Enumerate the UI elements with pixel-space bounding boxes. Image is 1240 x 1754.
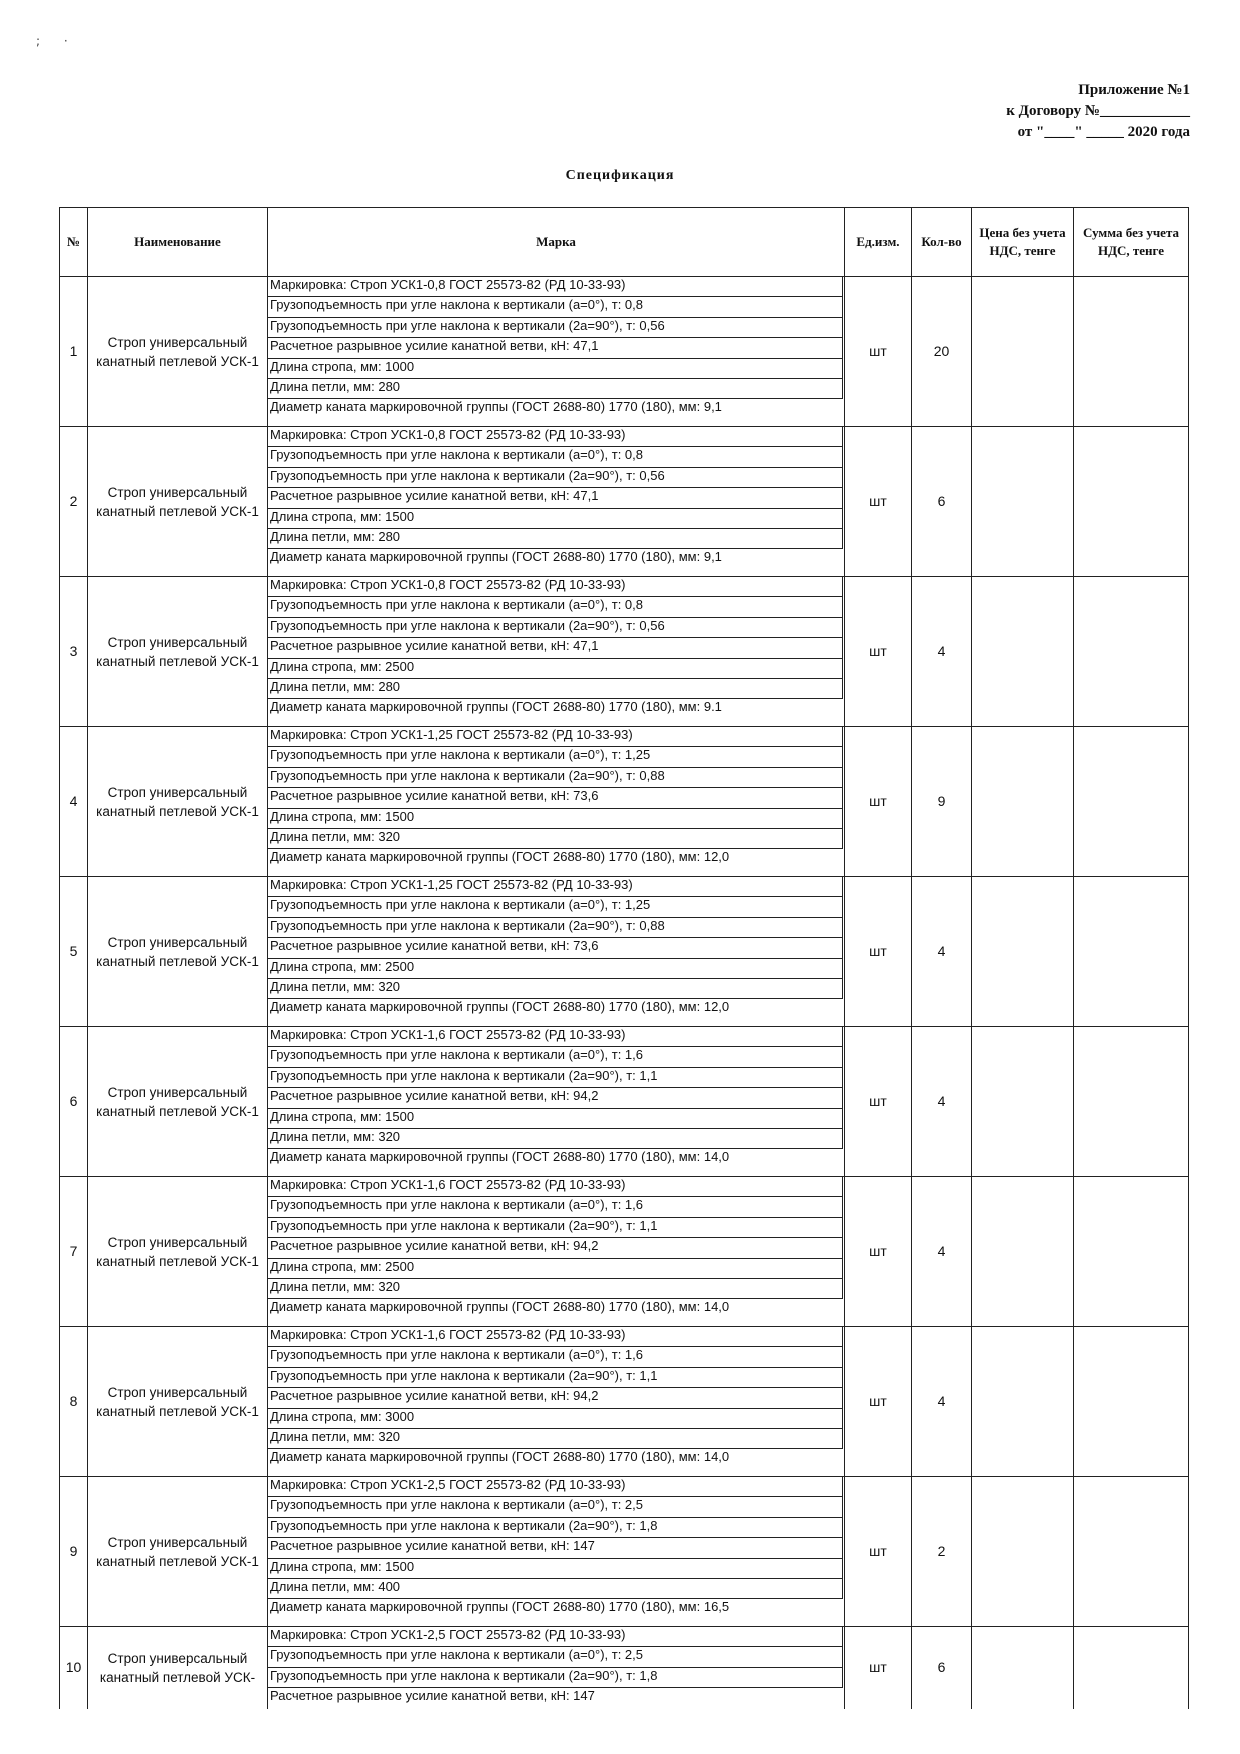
row-number: 4: [60, 727, 88, 877]
mark-line: Расчетное разрывное усилие канатной ветви, кН: 47,1: [268, 488, 843, 508]
item-quantity: 6: [912, 427, 972, 577]
item-quantity: 9: [912, 727, 972, 877]
item-mark-cell: [268, 277, 845, 427]
table-row: [60, 1177, 1189, 1327]
mark-line: Маркировка: Строп УСК1-2,5 ГОСТ 25573-82 (РД 10-33-93): [268, 1477, 843, 1497]
table-header-row: [60, 208, 1189, 277]
item-sum: [1074, 877, 1189, 1027]
mark-line: Длина стропа, мм: 1500: [268, 809, 843, 829]
mark-line: Грузоподъемность при угле наклона к вертикали (a=0°), т: 2,5: [268, 1647, 843, 1667]
item-name: Строп универсальный канатный петлевой УСК-1: [88, 877, 268, 1027]
table-row: [60, 1027, 1189, 1177]
item-name: Строп универсальный канатный петлевой УСК-1: [88, 427, 268, 577]
item-name: Строп универсальный канатный петлевой УСК-1: [88, 1177, 268, 1327]
mark-line: Грузоподъемность при угле наклона к вертикали (2a=90°), т: 0,56: [268, 318, 843, 338]
row-number: 3: [60, 577, 88, 727]
mark-line: Маркировка: Строп УСК1-0,8 ГОСТ 25573-82 (РД 10-33-93): [268, 277, 843, 297]
specification-table: [59, 207, 1189, 1709]
item-mark-cell: [268, 1177, 845, 1327]
mark-line: Расчетное разрывное усилие канатной ветви, кН: 94,2: [268, 1238, 843, 1258]
column-header-price: Цена без учета НДС, тенге: [972, 208, 1074, 277]
table-row: [60, 1477, 1189, 1627]
item-unit: шт: [845, 277, 912, 427]
mark-line: Диаметр каната маркировочной группы (ГОСТ 2688-80) 1770 (180), мм: 14,0: [270, 1299, 730, 1315]
mark-line: Грузоподъемность при угле наклона к вертикали (2a=90°), т: 1,1: [268, 1218, 843, 1238]
mark-line: Длина стропа, мм: 2500: [268, 1259, 843, 1279]
mark-line: Грузоподъемность при угле наклона к вертикали (a=0°), т: 1,6: [268, 1047, 843, 1067]
item-quantity: 6: [912, 1627, 972, 1709]
item-sum: [1074, 1327, 1189, 1477]
item-price: [972, 1627, 1074, 1709]
mark-line: Длина петли, мм: 280: [268, 679, 843, 699]
column-header-number: №: [60, 208, 88, 277]
item-name: Строп универсальный канатный петлевой УСК-1: [88, 577, 268, 727]
column-header-unit: Ед.изм.: [845, 208, 912, 277]
item-quantity: 4: [912, 1177, 972, 1327]
column-header-quantity: Кол-во: [912, 208, 972, 277]
table-row: [60, 277, 1189, 427]
item-mark-cell: [268, 1627, 845, 1709]
appendix-label: Приложение №1: [1078, 82, 1190, 98]
mark-line: Длина стропа, мм: 1500: [268, 509, 843, 529]
mark-line: Грузоподъемность при угле наклона к вертикали (a=0°), т: 1,6: [268, 1347, 843, 1367]
row-number: 6: [60, 1027, 88, 1177]
mark-line: Длина стропа, мм: 1500: [268, 1559, 843, 1579]
mark-line: Грузоподъемность при угле наклона к вертикали (2a=90°), т: 1,8: [268, 1518, 843, 1538]
mark-line: Диаметр каната маркировочной группы (ГОСТ 2688-80) 1770 (180), мм: 14,0: [270, 1149, 730, 1165]
mark-line: Длина петли, мм: 320: [268, 829, 843, 849]
row-number: 7: [60, 1177, 88, 1327]
mark-line: Маркировка: Строп УСК1-0,8 ГОСТ 25573-82 (РД 10-33-93): [268, 577, 843, 597]
item-name: Строп универсальный канатный петлевой УСК-: [88, 1627, 268, 1709]
item-sum: [1074, 1177, 1189, 1327]
mark-line: Грузоподъемность при угле наклона к вертикали (a=0°), т: 0,8: [268, 447, 843, 467]
item-mark-cell: [268, 1477, 845, 1627]
mark-line: Грузоподъемность при угле наклона к вертикали (a=0°), т: 0,8: [268, 597, 843, 617]
item-unit: шт: [845, 577, 912, 727]
mark-line: Грузоподъемность при угле наклона к вертикали (2a=90°), т: 0,88: [268, 768, 843, 788]
table-row: [60, 427, 1189, 577]
item-sum: [1074, 427, 1189, 577]
scan-marks: ; ·: [36, 34, 78, 48]
mark-line: Расчетное разрывное усилие канатной ветви, кН: 147: [270, 1688, 595, 1704]
mark-line: Грузоподъемность при угле наклона к вертикали (2a=90°), т: 1,1: [268, 1368, 843, 1388]
item-quantity: 20: [912, 277, 972, 427]
item-quantity: 4: [912, 877, 972, 1027]
item-mark-cell: [268, 1327, 845, 1477]
item-quantity: 4: [912, 577, 972, 727]
row-number: 8: [60, 1327, 88, 1477]
mark-line: Грузоподъемность при угле наклона к вертикали (2a=90°), т: 1,8: [268, 1668, 843, 1688]
item-name: Строп универсальный канатный петлевой УСК-1: [88, 727, 268, 877]
item-mark-cell: [268, 727, 845, 877]
mark-line: Длина стропа, мм: 3000: [268, 1409, 843, 1429]
mark-line: Расчетное разрывное усилие канатной ветви, кН: 94,2: [268, 1088, 843, 1108]
item-sum: [1074, 1477, 1189, 1627]
item-mark-cell: [268, 427, 845, 577]
mark-line: Диаметр каната маркировочной группы (ГОСТ 2688-80) 1770 (180), мм: 12,0: [270, 849, 730, 865]
mark-line: Грузоподъемность при угле наклона к вертикали (a=0°), т: 1,25: [268, 747, 843, 767]
mark-line: Длина стропа, мм: 1000: [268, 359, 843, 379]
mark-line: Длина стропа, мм: 2500: [268, 659, 843, 679]
item-mark-cell: [268, 1027, 845, 1177]
table-row: [60, 1327, 1189, 1477]
item-price: [972, 1177, 1074, 1327]
mark-line: Маркировка: Строп УСК1-1,6 ГОСТ 25573-82 (РД 10-33-93): [268, 1027, 843, 1047]
mark-line: Диаметр каната маркировочной группы (ГОСТ 2688-80) 1770 (180), мм: 14,0: [270, 1449, 730, 1465]
item-unit: шт: [845, 1477, 912, 1627]
contract-reference: к Договору №____________: [1006, 103, 1190, 119]
row-number: 9: [60, 1477, 88, 1627]
item-unit: шт: [845, 1627, 912, 1709]
mark-line: Маркировка: Строп УСК1-1,25 ГОСТ 25573-82 (РД 10-33-93): [268, 877, 843, 897]
item-unit: шт: [845, 1327, 912, 1477]
item-mark-cell: [268, 577, 845, 727]
mark-line: Расчетное разрывное усилие канатной ветви, кН: 94,2: [268, 1388, 843, 1408]
row-number: 10: [60, 1627, 88, 1709]
mark-line: Длина стропа, мм: 2500: [268, 959, 843, 979]
mark-line: Грузоподъемность при угле наклона к вертикали (a=0°), т: 2,5: [268, 1497, 843, 1517]
mark-line: Грузоподъемность при угле наклона к вертикали (2a=90°), т: 0,88: [268, 918, 843, 938]
table-row: [60, 877, 1189, 1027]
item-quantity: 4: [912, 1027, 972, 1177]
mark-line: Грузоподъемность при угле наклона к вертикали (2a=90°), т: 0,56: [268, 618, 843, 638]
column-header-name: Наименование: [88, 208, 268, 277]
mark-line: Грузоподъемность при угле наклона к вертикали (2a=90°), т: 0,56: [268, 468, 843, 488]
item-price: [972, 577, 1074, 727]
mark-line: Маркировка: Строп УСК1-0,8 ГОСТ 25573-82 (РД 10-33-93): [268, 427, 843, 447]
mark-line: Диаметр каната маркировочной группы (ГОСТ 2688-80) 1770 (180), мм: 9.1: [270, 699, 722, 715]
table-row: [60, 727, 1189, 877]
item-name: Строп универсальный канатный петлевой УСК-1: [88, 1327, 268, 1477]
mark-line: Длина петли, мм: 280: [268, 379, 843, 399]
item-price: [972, 277, 1074, 427]
item-unit: шт: [845, 877, 912, 1027]
mark-line: Длина петли, мм: 400: [268, 1579, 843, 1599]
item-unit: шт: [845, 727, 912, 877]
mark-line: Маркировка: Строп УСК1-1,6 ГОСТ 25573-82 (РД 10-33-93): [268, 1177, 843, 1197]
mark-line: Длина стропа, мм: 1500: [268, 1109, 843, 1129]
contract-date: от "____" _____ 2020 года: [1017, 124, 1190, 140]
mark-line: Расчетное разрывное усилие канатной ветви, кН: 73,6: [268, 938, 843, 958]
item-name: Строп универсальный канатный петлевой УСК-1: [88, 1477, 268, 1627]
item-price: [972, 1027, 1074, 1177]
mark-line: Расчетное разрывное усилие канатной ветви, кН: 47,1: [268, 638, 843, 658]
mark-line: Длина петли, мм: 320: [268, 979, 843, 999]
mark-line: Расчетное разрывное усилие канатной ветви, кН: 147: [268, 1538, 843, 1558]
item-mark-cell: [268, 877, 845, 1027]
mark-line: Длина петли, мм: 320: [268, 1279, 843, 1299]
mark-line: Расчетное разрывное усилие канатной ветви, кН: 73,6: [268, 788, 843, 808]
row-number: 5: [60, 877, 88, 1027]
item-name: Строп универсальный канатный петлевой УСК-1: [88, 277, 268, 427]
column-header-mark: Марка: [268, 208, 845, 277]
row-number: 2: [60, 427, 88, 577]
mark-line: Грузоподъемность при угле наклона к вертикали (2a=90°), т: 1,1: [268, 1068, 843, 1088]
item-unit: шт: [845, 1027, 912, 1177]
mark-line: Расчетное разрывное усилие канатной ветви, кН: 47,1: [268, 338, 843, 358]
item-price: [972, 1477, 1074, 1627]
table-row: [60, 1627, 1189, 1709]
row-number: 1: [60, 277, 88, 427]
mark-line: Длина петли, мм: 280: [268, 529, 843, 549]
item-sum: [1074, 727, 1189, 877]
item-unit: шт: [845, 427, 912, 577]
column-header-sum: Сумма без учета НДС, тенге: [1074, 208, 1189, 277]
item-sum: [1074, 577, 1189, 727]
mark-line: Грузоподъемность при угле наклона к вертикали (a=0°), т: 0,8: [268, 297, 843, 317]
mark-line: Грузоподъемность при угле наклона к вертикали (a=0°), т: 1,6: [268, 1197, 843, 1217]
item-sum: [1074, 277, 1189, 427]
item-quantity: 4: [912, 1327, 972, 1477]
mark-line: Длина петли, мм: 320: [268, 1129, 843, 1149]
table-row: [60, 577, 1189, 727]
item-quantity: 2: [912, 1477, 972, 1627]
mark-line: Грузоподъемность при угле наклона к вертикали (a=0°), т: 1,25: [268, 897, 843, 917]
document-title: Спецификация: [565, 168, 675, 183]
item-name: Строп универсальный канатный петлевой УСК-1: [88, 1027, 268, 1177]
mark-line: Маркировка: Строп УСК1-1,6 ГОСТ 25573-82 (РД 10-33-93): [268, 1327, 843, 1347]
item-sum: [1074, 1027, 1189, 1177]
item-sum: [1074, 1627, 1189, 1709]
item-price: [972, 427, 1074, 577]
item-price: [972, 727, 1074, 877]
mark-line: Длина петли, мм: 320: [268, 1429, 843, 1449]
item-price: [972, 877, 1074, 1027]
mark-line: Диаметр каната маркировочной группы (ГОСТ 2688-80) 1770 (180), мм: 9,1: [270, 549, 722, 565]
appendix-header: [870, 80, 1190, 143]
mark-line: Маркировка: Строп УСК1-2,5 ГОСТ 25573-82 (РД 10-33-93): [268, 1627, 843, 1647]
item-unit: шт: [845, 1177, 912, 1327]
mark-line: Маркировка: Строп УСК1-1,25 ГОСТ 25573-82 (РД 10-33-93): [268, 727, 843, 747]
mark-line: Диаметр каната маркировочной группы (ГОСТ 2688-80) 1770 (180), мм: 12,0: [270, 999, 730, 1015]
item-price: [972, 1327, 1074, 1477]
mark-line: Диаметр каната маркировочной группы (ГОСТ 2688-80) 1770 (180), мм: 16,5: [270, 1599, 730, 1615]
mark-line: Диаметр каната маркировочной группы (ГОСТ 2688-80) 1770 (180), мм: 9,1: [270, 399, 722, 415]
